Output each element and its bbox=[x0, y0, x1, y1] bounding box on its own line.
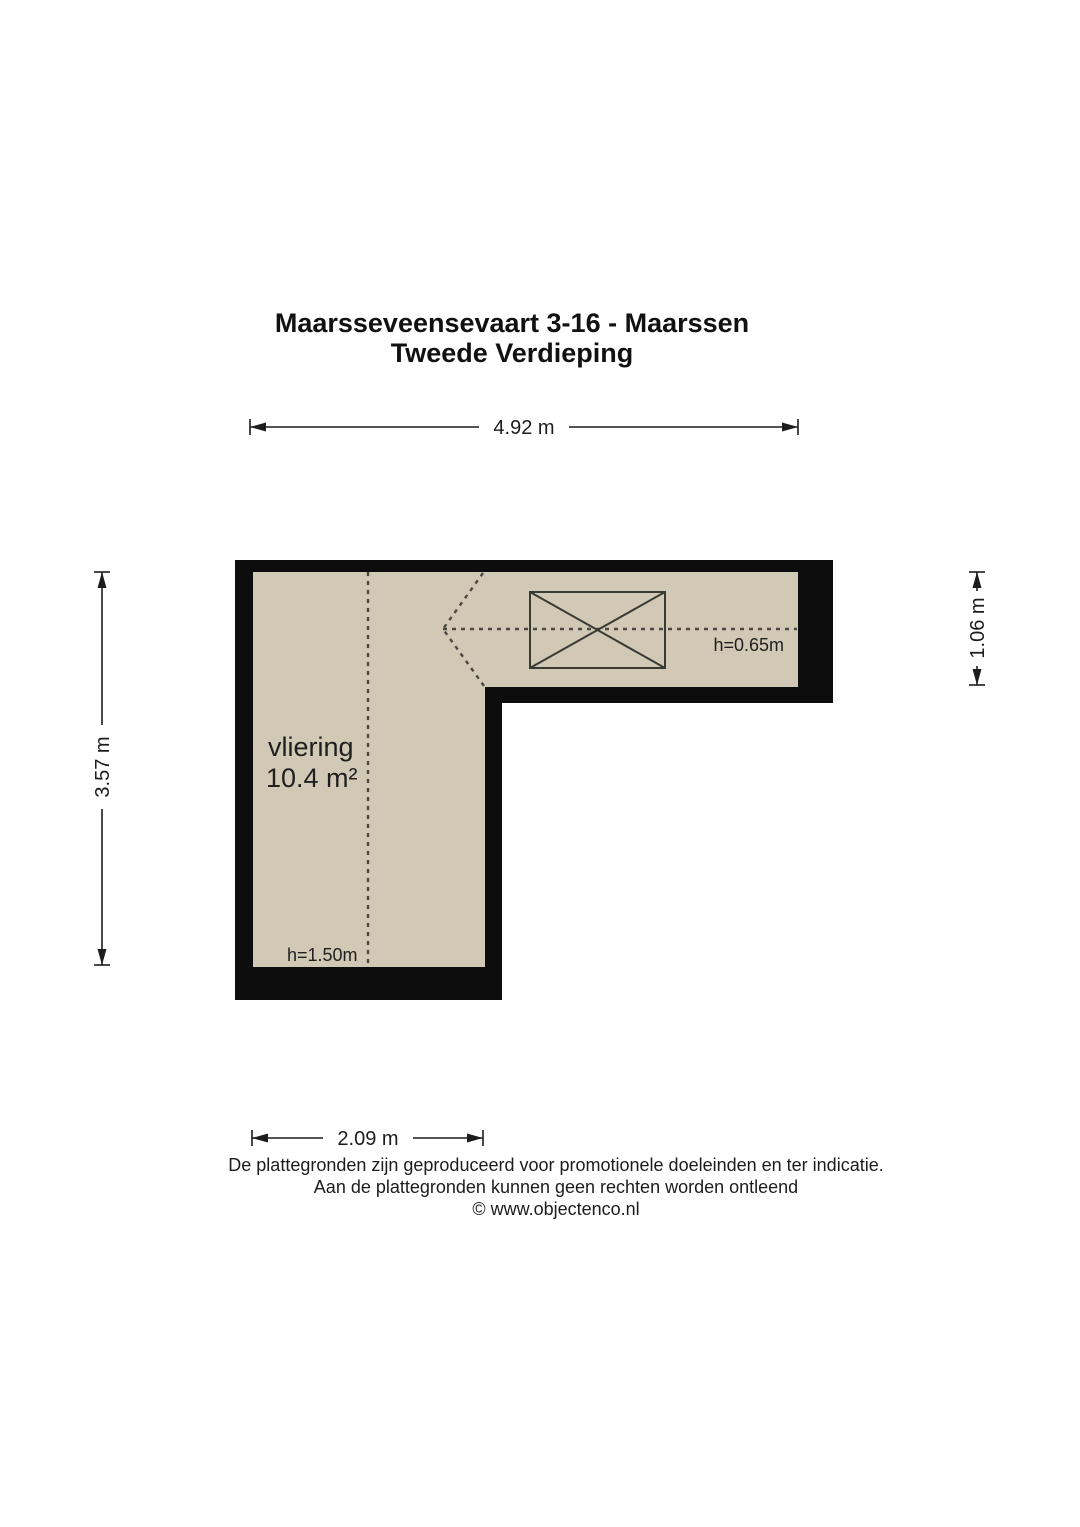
dimension-top-label: 4.92 m bbox=[493, 417, 555, 439]
dimension-right-label: 1.06 m bbox=[967, 597, 989, 659]
room-area-label: 10.4 m² bbox=[266, 763, 358, 793]
disclaimer-line-2: Aan de plattegronden kunnen geen rechten worden ontleend bbox=[313, 1177, 799, 1197]
plan-title-address: Maarsseveensevaart 3-16 - Maarssen bbox=[274, 308, 750, 338]
disclaimer bbox=[156, 1154, 956, 1220]
dimension-right bbox=[964, 572, 990, 685]
plan-title-floor: Tweede Verdieping bbox=[390, 338, 634, 368]
height-label-left-band: h=1.50m bbox=[287, 945, 358, 965]
disclaimer-line-1: De plattegronden zijn geproduceerd voor promotionele doeleinden en ter indicatie. bbox=[228, 1155, 884, 1175]
dimension-bottom-label: 2.09 m bbox=[337, 1128, 399, 1150]
dimension-left bbox=[89, 572, 115, 965]
dimension-bottom bbox=[252, 1125, 483, 1151]
disclaimer-copyright: © www.objectenco.nl bbox=[472, 1199, 640, 1219]
dimension-left-label: 3.57 m bbox=[92, 736, 114, 798]
dimension-top bbox=[250, 414, 798, 440]
room-name-label: vliering bbox=[268, 732, 354, 762]
height-label-top-band: h=0.65m bbox=[713, 635, 784, 655]
